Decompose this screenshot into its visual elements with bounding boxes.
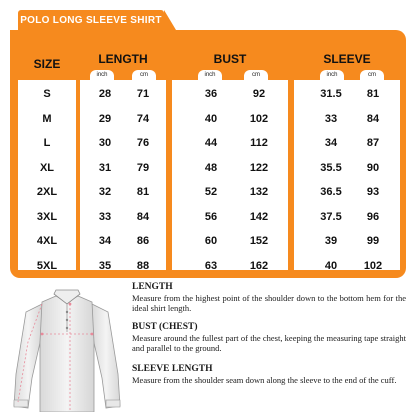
table-cell-length-cm: 81 (136, 186, 150, 198)
measurement-guide (0, 282, 416, 416)
bust-description (132, 322, 406, 353)
bust-description-title: BUST (CHEST) (132, 322, 198, 332)
bust-column (172, 38, 288, 270)
table-cell-length-in: 33 (98, 210, 112, 223)
size-column (18, 38, 76, 270)
bust-description-text: Measure around the fullest part of the chest, keeping the measuring tape straight and parallel to the ground. (132, 333, 406, 353)
table-cell-size: 5XL (36, 259, 58, 272)
table-cell-bust-in: 60 (204, 235, 218, 247)
sleeve-description-text: Measure from the shoulder seam down along the sleeve to the end of the cuff. (132, 375, 397, 385)
table-cell-sleeve-cm: 81 (366, 88, 380, 100)
table-cell-length-cm: 84 (136, 210, 150, 223)
table-cell-size: M (42, 112, 52, 125)
table-cell-sleeve-cm: 99 (366, 235, 380, 247)
table-cell-length-in: 31 (98, 161, 112, 174)
table-cell-sleeve-in: 40 (324, 259, 338, 272)
table-cell-length-in: 35 (98, 259, 112, 272)
table-cell-bust-cm: 162 (249, 259, 269, 272)
table-cell-sleeve-cm: 93 (366, 186, 380, 198)
table-cell-bust-cm: 102 (249, 112, 269, 125)
chart-title: POLO LONG SLEEVE SHIRT (20, 14, 162, 26)
bust-unit-cm: cm (244, 70, 268, 80)
length-description-text: Measure from the highest point of the shoulder down to the bottom hem for the ideal shirt length. (132, 293, 406, 313)
bust-column-header (172, 38, 288, 80)
length-unit-inch: inch (90, 70, 114, 80)
table-cell-size: 3XL (36, 210, 58, 223)
table-cell-sleeve-in: 36.5 (320, 186, 342, 198)
table-cell-bust-in: 48 (204, 161, 218, 174)
length-header-label: LENGTH (98, 52, 148, 66)
chart-title-tab (18, 10, 164, 30)
length-column-header (80, 38, 166, 80)
length-description-title: LENGTH (132, 282, 173, 292)
table-cell-size: 2XL (36, 186, 58, 198)
table-cell-sleeve-in: 31.5 (320, 88, 342, 100)
length-unit-cm: cm (132, 70, 156, 80)
table-cell-sleeve-in: 35.5 (320, 161, 342, 174)
table-cell-bust-in: 36 (204, 88, 218, 100)
table-cell-bust-in: 63 (204, 259, 218, 272)
table-cell-length-in: 29 (98, 112, 112, 125)
table-cell-length-cm: 76 (136, 137, 150, 149)
sleeve-unit-cm: cm (360, 70, 384, 80)
table-cell-bust-in: 44 (204, 137, 218, 149)
table-cell-sleeve-cm: 96 (366, 210, 380, 223)
table-cell-length-cm: 74 (136, 112, 150, 125)
table-cell-length-in: 34 (98, 235, 112, 247)
table-cell-bust-cm: 92 (252, 88, 266, 100)
sleeve-description (132, 364, 406, 385)
bust-unit-inch: inch (198, 70, 222, 80)
length-description (132, 282, 406, 313)
length-column (80, 38, 166, 270)
bust-header-label: BUST (213, 52, 247, 66)
table-cell-length-in: 32 (98, 186, 112, 198)
table-cell-sleeve-in: 39 (324, 235, 338, 247)
sleeve-column (294, 38, 400, 270)
table-cell-sleeve-in: 34 (324, 137, 338, 149)
table-cell-length-cm: 86 (136, 235, 150, 247)
sleeve-unit-inch: inch (320, 70, 344, 80)
table-cell-size: 4XL (36, 235, 58, 247)
table-cell-bust-cm: 152 (249, 235, 269, 247)
table-cell-sleeve-in: 33 (324, 112, 338, 125)
size-column-header (18, 38, 76, 80)
table-cell-size: XL (39, 161, 55, 174)
table-cell-length-cm: 71 (136, 88, 150, 100)
table-cell-length-cm: 79 (136, 161, 150, 174)
table-cell-sleeve-cm: 87 (366, 137, 380, 149)
table-cell-length-in: 30 (98, 137, 112, 149)
table-cell-length-cm: 88 (136, 259, 150, 272)
table-cell-bust-cm: 112 (250, 137, 268, 149)
shirt-icon (8, 282, 126, 412)
sleeve-description-title: SLEEVE LENGTH (132, 364, 213, 374)
table-cell-sleeve-cm: 102 (363, 259, 383, 272)
table-cell-sleeve-cm: 84 (366, 112, 380, 125)
sleeve-column-header (294, 38, 400, 80)
sleeve-header-label: SLEEVE (323, 52, 371, 66)
table-cell-length-in: 28 (98, 88, 112, 100)
table-cell-bust-cm: 122 (249, 161, 269, 174)
table-cell-size: L (43, 137, 51, 149)
table-cell-size: S (43, 88, 51, 100)
table-cell-bust-in: 56 (204, 210, 218, 223)
table-cell-bust-in: 40 (204, 112, 218, 125)
table-cell-sleeve-cm: 90 (366, 161, 380, 174)
size-header-label: SIZE (33, 57, 61, 71)
table-cell-bust-in: 52 (204, 186, 218, 198)
table-cell-sleeve-in: 37.5 (320, 210, 342, 223)
table-cell-bust-cm: 132 (249, 186, 269, 198)
table-cell-bust-cm: 142 (249, 210, 269, 223)
